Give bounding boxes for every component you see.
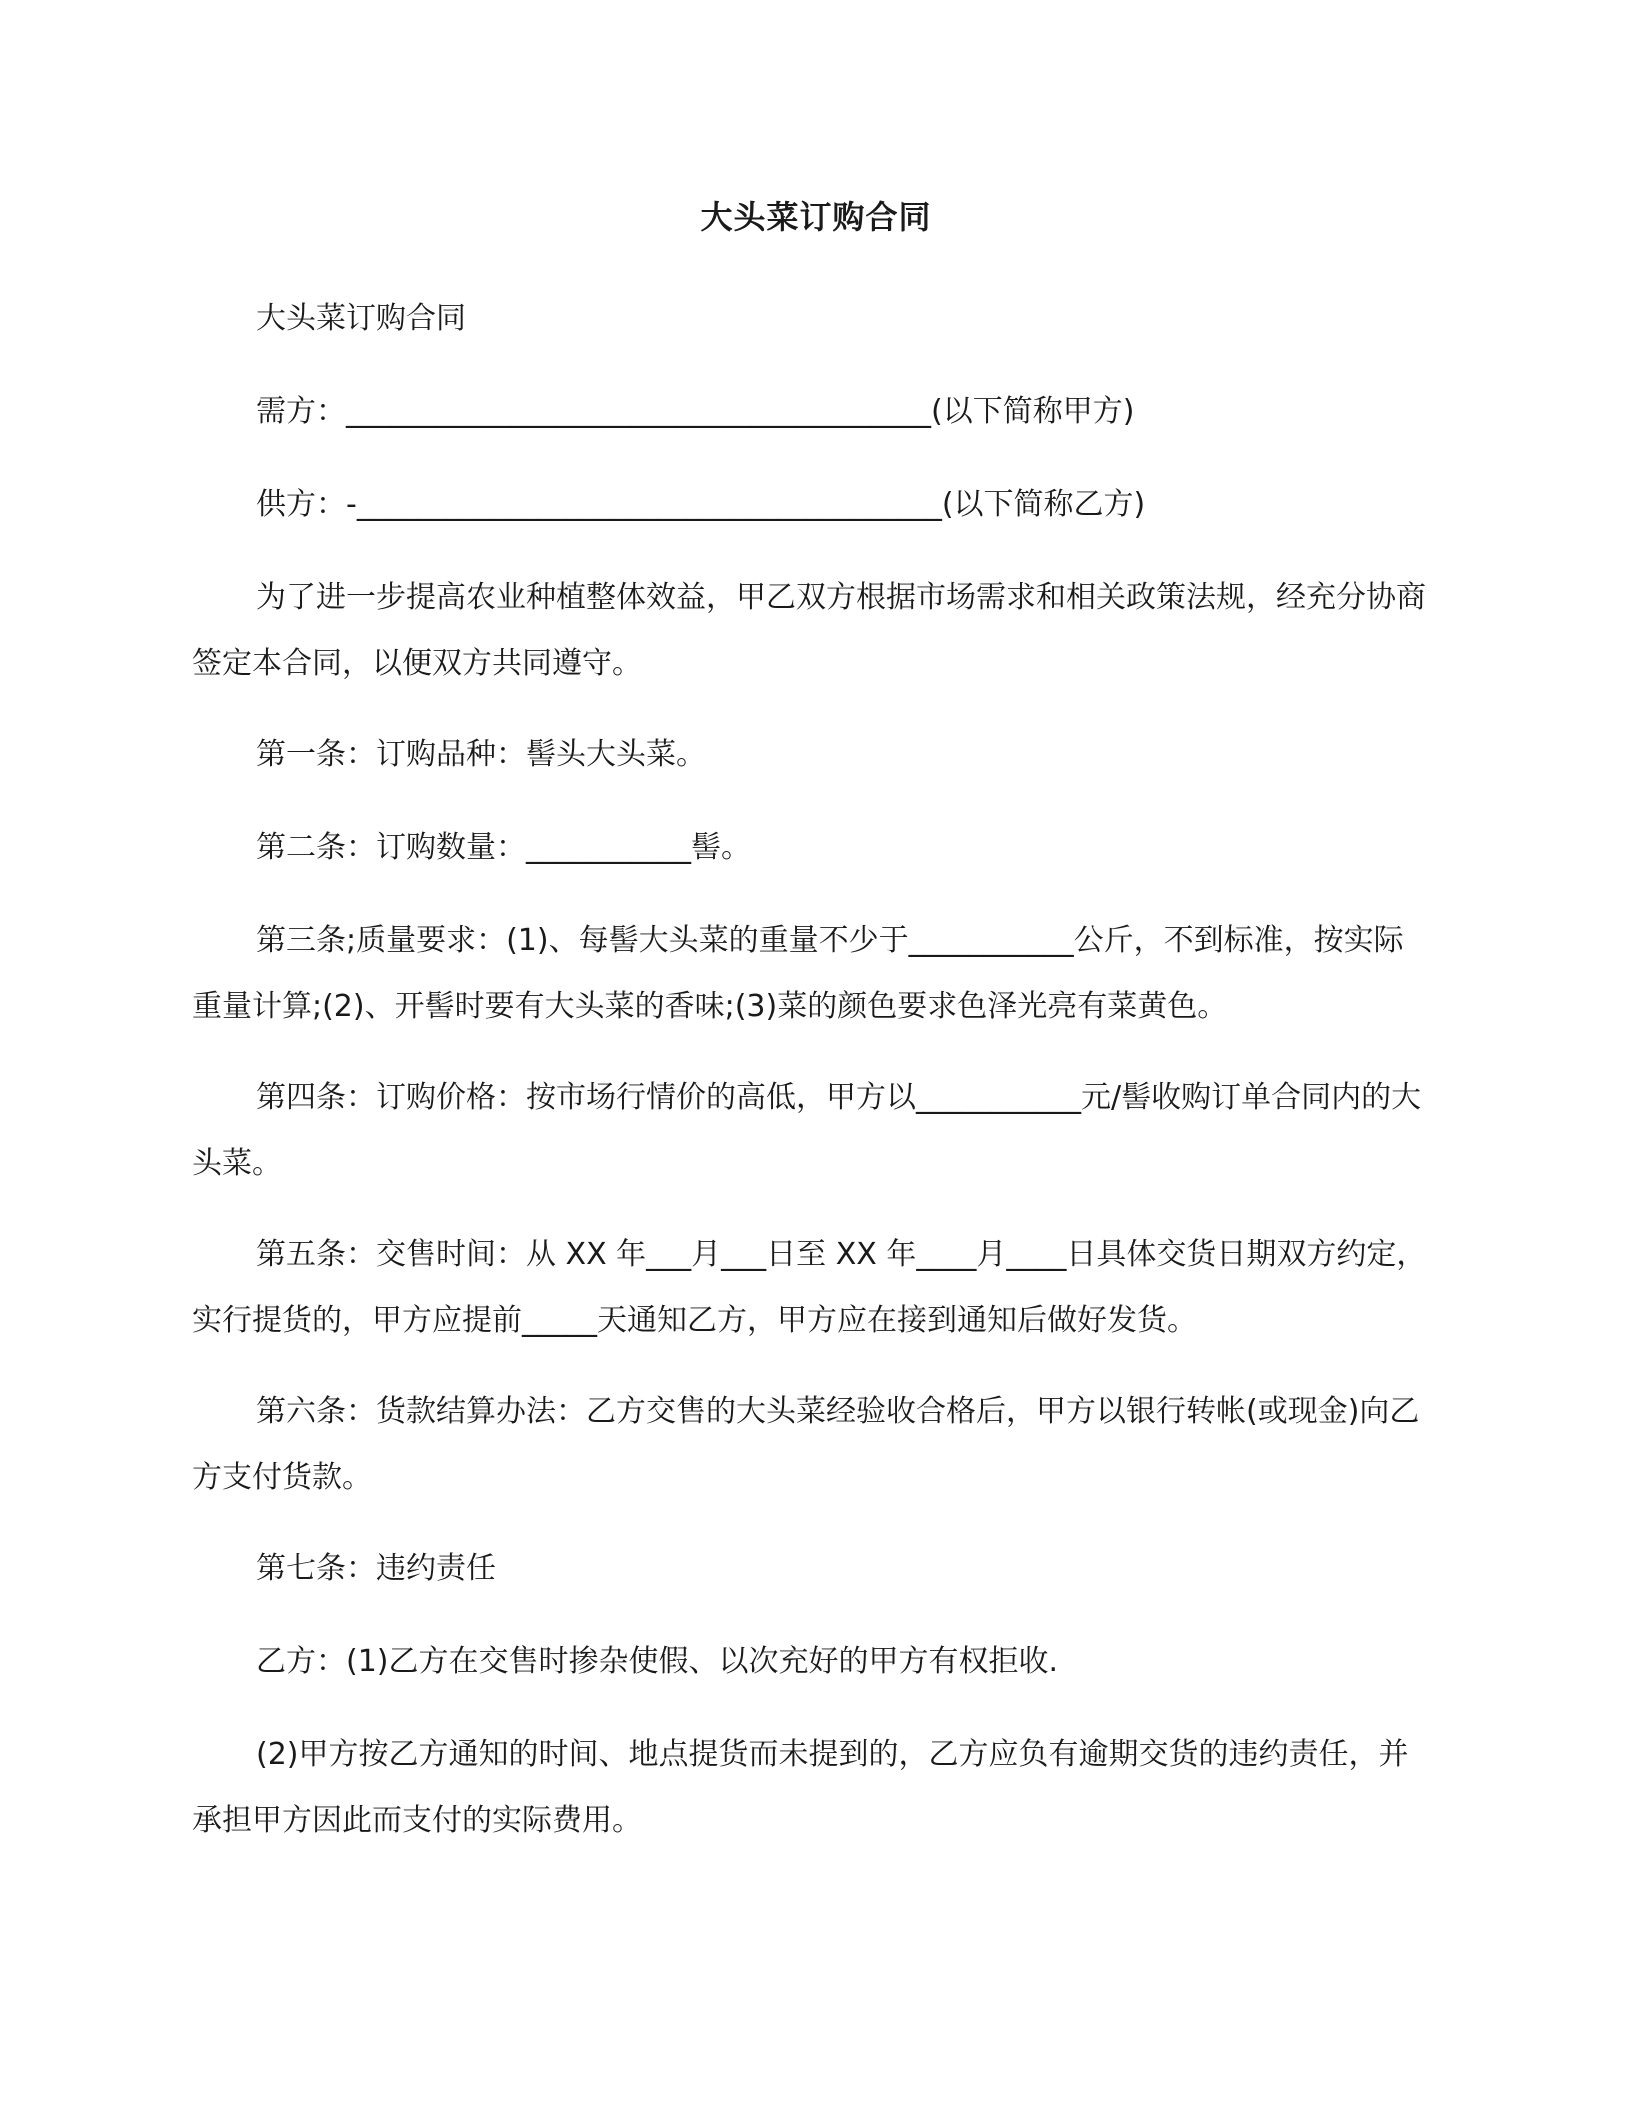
party-b-clause-2: (2)甲方按乙方通知的时间、地点提货而未提到的，乙方应负有逾期交货的违约责任，并承担甲方因此而支付的实际费用。 [192, 1737, 1409, 1838]
document-title: 大头菜订购合同 [700, 198, 932, 236]
supplier-line: 供方：-_______________________________________(以下简称乙方) [256, 487, 1146, 522]
buyer-line: 需方：_______________________________________(以下简称甲方) [256, 394, 1135, 429]
article-7: 第七条：违约责任 [256, 1551, 496, 1586]
document-body [192, 286, 1432, 1879]
party-b-clause-1: 乙方：(1)乙方在交售时掺杂使假、以次充好的甲方有权拒收. [256, 1644, 1059, 1679]
article-3: 第三条;质量要求：(1)、每髻大头菜的重量不少于___________公斤，不到标准，按实际重量计算;(2)、开髻时要有大头菜的香味;(3)菜的颜色要求色泽光亮有菜黄色。 [192, 923, 1404, 1024]
article-4: 第四条：订购价格：按市场行情价的高低，甲方以___________元/髻收购订单合同内的大头菜。 [192, 1080, 1422, 1181]
article-6: 第六条：货款结算办法：乙方交售的大头菜经验收合格后，甲方以银行转帐(或现金)向乙方支付货款。 [192, 1394, 1420, 1495]
preamble-paragraph: 为了进一步提高农业种植整体效益，甲乙双方根据市场需求和相关政策法规，经充分协商签定本合同，以便双方共同遵守。 [192, 580, 1426, 681]
contract-name-paragraph: 大头菜订购合同 [256, 301, 466, 336]
article-2: 第二条：订购数量：___________髻。 [256, 830, 751, 865]
article-1: 第一条：订购品种：髻头大头菜。 [256, 737, 706, 772]
article-5: 第五条：交售时间：从 XX 年___月___日至 XX 年____月____日具体交货日期双方约定，实行提货的，甲方应提前_____天通知乙方，甲方应在接到通知后做好发货。 [192, 1237, 1427, 1338]
